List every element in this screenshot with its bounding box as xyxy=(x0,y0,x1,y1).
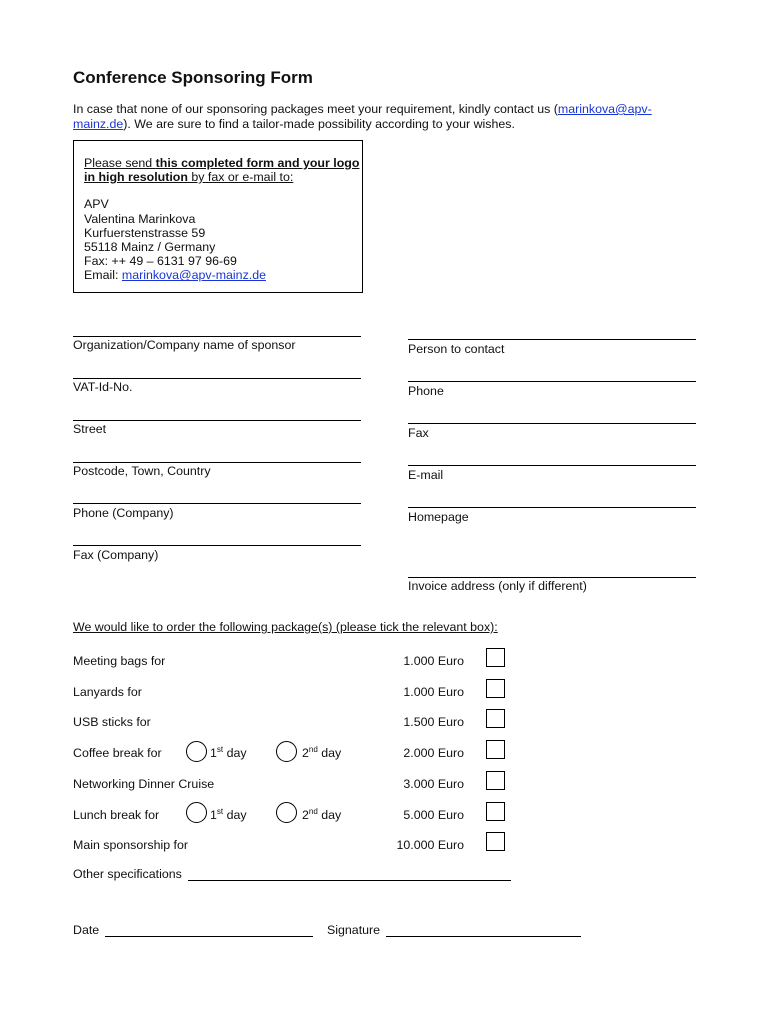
signature-label: Signature xyxy=(327,923,381,937)
day-word: day xyxy=(317,808,342,822)
form-title: Conference Sponsoring Form xyxy=(73,68,313,87)
package-checkbox[interactable] xyxy=(486,679,505,698)
day-word: day xyxy=(317,746,342,760)
organization-field[interactable] xyxy=(73,336,361,337)
homepage-field[interactable] xyxy=(408,507,696,508)
fax-label: Fax xyxy=(408,426,429,440)
email-field[interactable] xyxy=(408,465,696,466)
day-number: 1 xyxy=(210,746,217,760)
company-fax-label: Fax (Company) xyxy=(73,548,159,562)
package-label: USB sticks for xyxy=(73,715,151,729)
phone-field[interactable] xyxy=(408,381,696,382)
package-checkbox[interactable] xyxy=(486,709,505,728)
send-instructions-box xyxy=(73,140,363,293)
package-checkbox[interactable] xyxy=(486,802,505,821)
day-number: 2 xyxy=(302,746,309,760)
package-label: Meeting bags for xyxy=(73,654,166,668)
send-lead-end: by fax or e-mail to: xyxy=(187,170,294,185)
company-phone-label: Phone (Company) xyxy=(73,506,174,520)
send-lead-text: Please send xyxy=(84,156,156,170)
homepage-label: Homepage xyxy=(408,510,469,524)
company-fax-field[interactable] xyxy=(73,545,361,546)
invoice-address-label: Invoice address (only if different) xyxy=(408,579,587,593)
first-day-radio[interactable] xyxy=(186,741,207,762)
first-day-label xyxy=(210,746,247,760)
day-word: day xyxy=(223,808,247,822)
address-email-label: Email: xyxy=(84,268,122,283)
address-org: APV xyxy=(84,197,109,212)
day-number: 1 xyxy=(210,808,217,822)
second-day-radio[interactable] xyxy=(276,802,297,823)
intro-text: In case that none of our sponsoring packages meet your requirement, kindly contact us ( xyxy=(73,102,558,116)
address-city: 55118 Mainz / Germany xyxy=(84,240,216,255)
date-field[interactable] xyxy=(105,936,313,937)
street-field[interactable] xyxy=(73,420,361,421)
second-day-label xyxy=(302,808,341,822)
package-price: 1.000 Euro xyxy=(403,685,464,699)
organization-label: Organization/Company name of sponsor xyxy=(73,338,296,352)
second-day-label xyxy=(302,746,341,760)
street-label: Street xyxy=(73,422,107,436)
address-street: Kurfuerstenstrasse 59 xyxy=(84,225,206,240)
day-suffix: nd xyxy=(308,745,318,754)
first-day-label xyxy=(210,808,247,822)
intro-paragraph xyxy=(73,102,698,131)
first-day-radio[interactable] xyxy=(186,802,207,823)
invoice-address-field[interactable] xyxy=(408,577,696,578)
address-fax: Fax: ++ 49 – 6131 97 96-69 xyxy=(84,254,237,269)
day-word: day xyxy=(223,746,247,760)
other-specifications-field[interactable] xyxy=(188,880,511,881)
package-label: Lunch break for xyxy=(73,808,160,822)
contact-person-label: Person to contact xyxy=(408,342,505,356)
package-label: Main sponsorship for xyxy=(73,838,189,852)
day-suffix: st xyxy=(216,745,224,754)
contact-email-link[interactable]: marinkova@apv-mainz.de xyxy=(73,102,652,131)
postcode-field[interactable] xyxy=(73,462,361,463)
day-number: 2 xyxy=(302,808,309,822)
day-suffix: st xyxy=(216,807,224,816)
fax-field[interactable] xyxy=(408,423,696,424)
vat-id-label: VAT-Id-No. xyxy=(73,380,133,394)
contact-person-field[interactable] xyxy=(408,339,696,340)
package-price: 10.000 Euro xyxy=(396,838,464,852)
package-label: Networking Dinner Cruise xyxy=(73,777,215,791)
signature-field[interactable] xyxy=(386,936,581,937)
package-price: 3.000 Euro xyxy=(403,777,464,791)
company-phone-field[interactable] xyxy=(73,503,361,504)
send-lead-bold: this completed form and your logo in high resolution xyxy=(84,156,360,185)
phone-label: Phone xyxy=(408,384,444,398)
package-checkbox[interactable] xyxy=(486,832,505,851)
package-checkbox[interactable] xyxy=(486,740,505,759)
day-suffix: nd xyxy=(308,807,318,816)
address-email xyxy=(84,268,362,282)
mailing-address xyxy=(84,197,362,282)
package-checkbox[interactable] xyxy=(486,771,505,790)
second-day-radio[interactable] xyxy=(276,741,297,762)
vat-id-field[interactable] xyxy=(73,378,361,379)
email-label: E-mail xyxy=(408,468,444,482)
package-price: 2.000 Euro xyxy=(403,746,464,760)
package-price: 1.500 Euro xyxy=(403,715,464,729)
date-label: Date xyxy=(73,923,100,937)
intro-text-end: ). We are sure to find a tailor-made possibility according to your wishes. xyxy=(123,116,515,131)
address-person: Valentina Marinkova xyxy=(84,211,196,226)
package-label: Coffee break for xyxy=(73,746,162,760)
package-checkbox[interactable] xyxy=(486,648,505,667)
package-label: Lanyards for xyxy=(73,685,142,699)
packages-heading: We would like to order the following package(s) (please tick the relevant box): xyxy=(73,620,498,634)
address-email-link[interactable]: marinkova@apv-mainz.de xyxy=(121,268,266,283)
send-instructions xyxy=(84,156,362,184)
other-specifications-label: Other specifications xyxy=(73,867,182,881)
package-price: 1.000 Euro xyxy=(403,654,464,668)
postcode-label: Postcode, Town, Country xyxy=(73,464,211,478)
package-price: 5.000 Euro xyxy=(403,808,464,822)
